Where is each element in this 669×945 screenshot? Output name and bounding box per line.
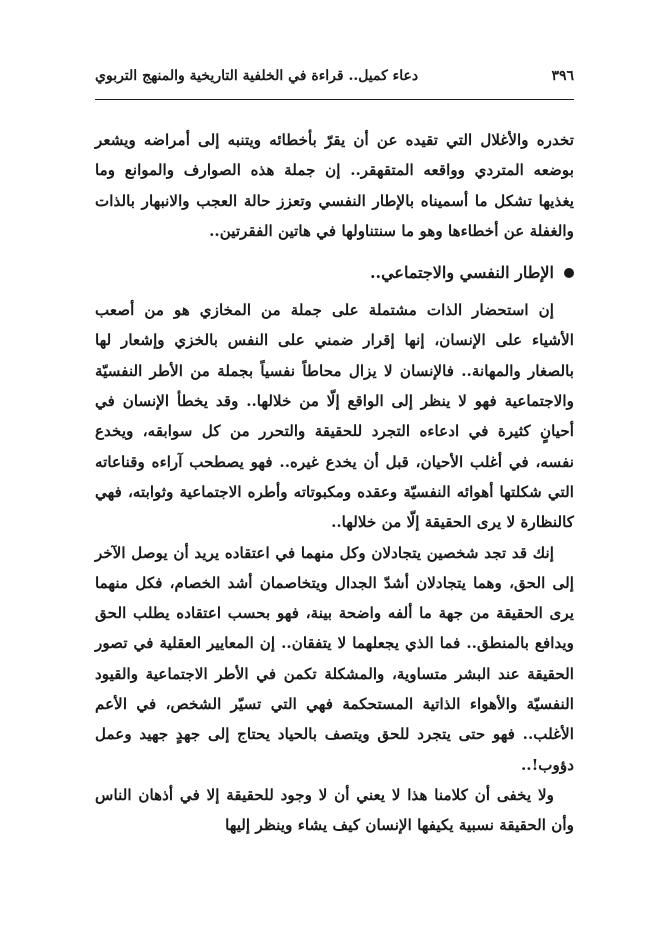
page-number: ٣٩٦	[551, 68, 574, 84]
header-rule	[95, 99, 574, 100]
paragraph: إنك قد تجد شخصين يتجادلان وكل منهما في اعتقاده يريد أن يوصل الآخر إلى الحق، وهما يتجادلان أشدّ الجدال ويتخاصمان أشد الخصام، فكل منهما يرى الحقيقة من جهة ما ألفه واضحة بينة، فهو بحسب اعتقاده يطلب الحق ويدافع بالمنطق.. فما الذي يجعلهما لا يتفقان.. إن المعايير العقلية في تصور الحقيقة عند البشر متساوية، والمشكلة تكمن في الأطر الاجتماعية والقيود النفسيّة والأهواء الذاتية المستحكمة فهي التي تسيّر الشخص، في الأعم الأغلب.. فهو حتى يتجرد للحق ويتصف بالحياد يحتاج إلى جهدٍ جهيد وعمل دؤوب!..	[95, 543, 574, 774]
page-body	[95, 125, 574, 841]
section-heading	[95, 257, 574, 289]
paragraph: تخدره والأغلال التي تقيده عن أن يقرّ بأخطائه ويتنبه إلى أمراضه ويشعر بوضعه المتردي وواقعه المتقهقر.. إن جملة هذه الصوارف والموانع وما يغذيها تشكل ما أسميناه بالإطار النفسي وتعزز حالة العجب والانبهار بالذات والغفلة عن أخطاءها وهو ما سنتناولها في هاتين الفقرتين..	[95, 131, 574, 240]
paragraph: إن استحضار الذات مشتملة على جملة من المخازي هو من أصعب الأشياء على الإنسان، إنها إقرار ضمني على النفس بالخزي وإشعار لها بالصغار والمهانة.. فالإنسان لا يزال محاطاً نفسياً بجملة من الأطر النفسيّة والاجتماعية فهو لا ينظر إلى الواقع إلّا من خلالها.. وقد يخطأ الإنسان في أحيانٍ كثيرة في ادعاءه التجرد للحقيقة والتحرر من كل سوابقه، ويخدع نفسه، في أغلب الأحيان، قبل أن يخدع غيره.. فهو يصطحب آراءه وقناعاته التي شكلتها أهوائه النفسيّة وعقده ومكبوتاته وأطره الاجتماعية وثوابته، فهي كالنظارة لا يرى الحقيقة إلّا من خلالها..	[95, 301, 574, 532]
running-title: دعاء كميل.. قراءة في الخلفية التاريخية والمنهج التربوي	[95, 68, 419, 84]
section-title: الإطار النفسي والاجتماعي..	[369, 263, 554, 283]
running-header	[95, 68, 574, 84]
bullet-icon	[564, 268, 574, 278]
paragraph: ولا يخفى أن كلامنا هذا لا يعني أن لا وجود للحقيقة إلا في أذهان الناس وأن الحقيقة نسبية يكيفها الإنسان كيف يشاء وينظر إليها	[95, 785, 574, 835]
